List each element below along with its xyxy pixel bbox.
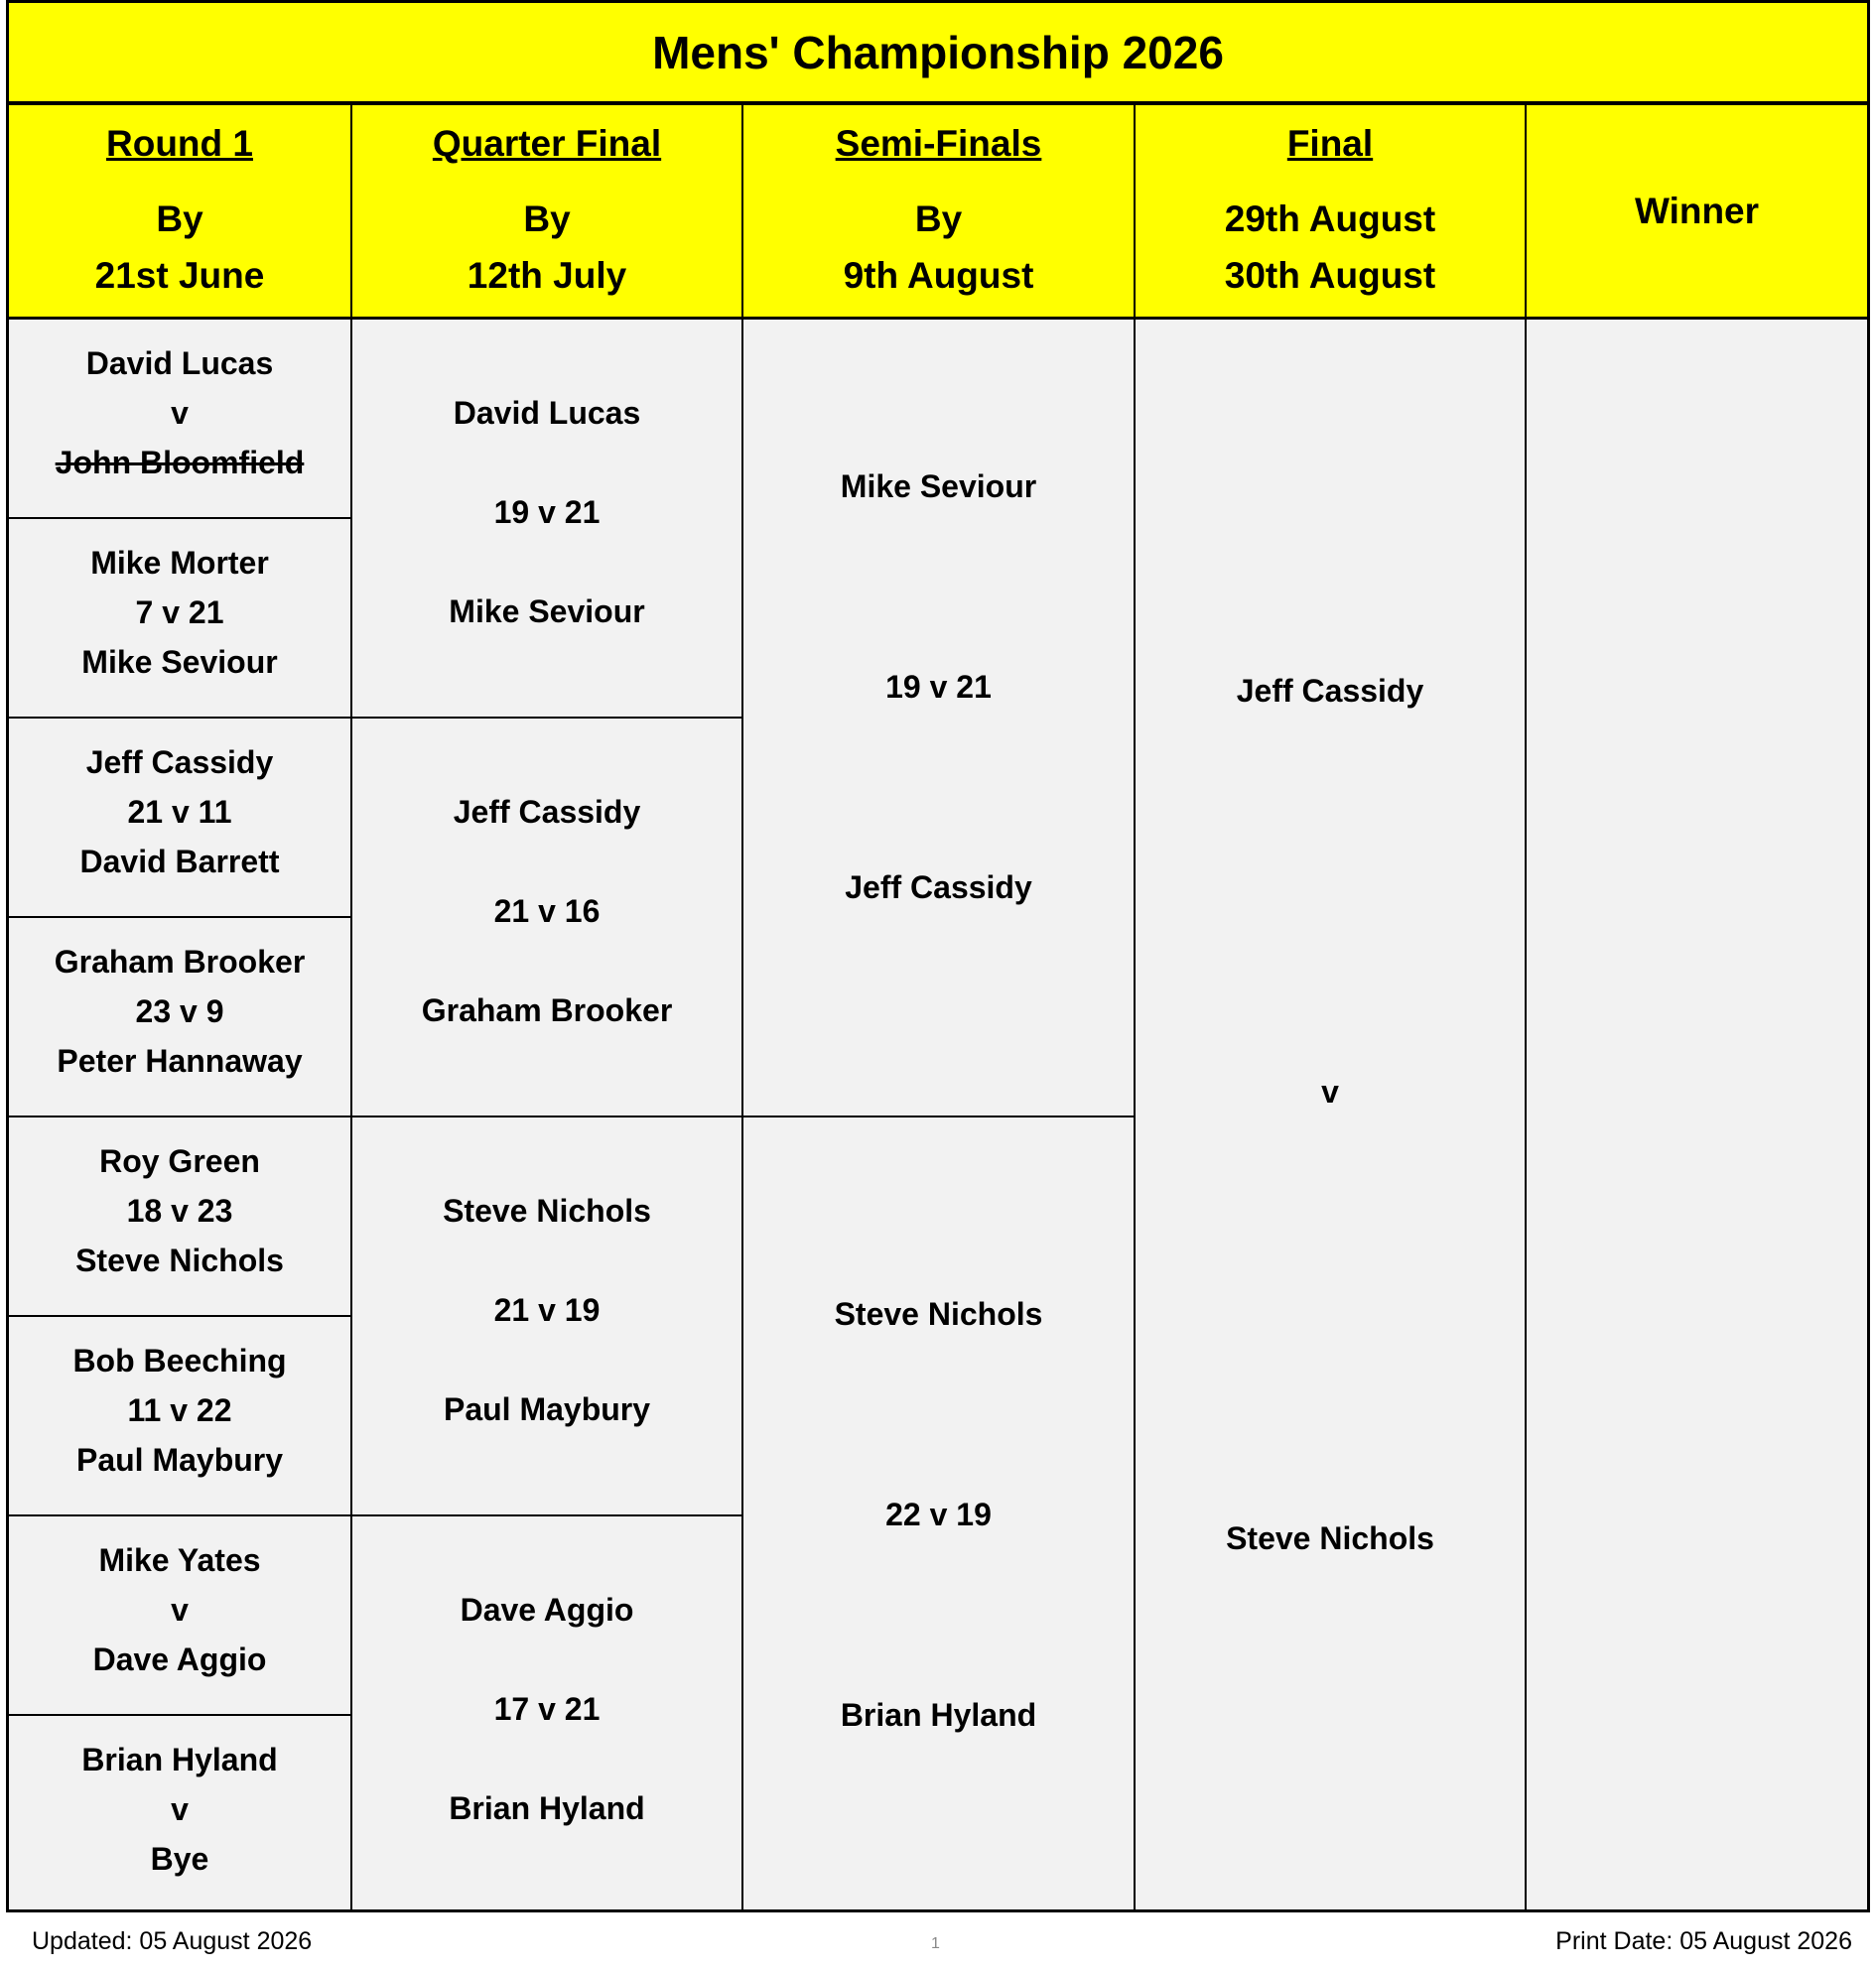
round1-score: 11 v 22 [127,1392,232,1428]
round1-score: 21 v 11 [127,794,232,830]
round1-score: v [171,1791,189,1827]
header-winner-label: Winner [1634,191,1760,231]
semi-score: 22 v 19 [885,1497,992,1532]
header-round1-line1: By [156,198,203,239]
header-semi [743,105,1136,320]
header-final-label: Final [1286,123,1374,164]
header-final-line1: 29th August [1224,198,1436,239]
header-semi-line2: 9th August [843,255,1034,296]
round1-score: v [171,395,189,431]
final-player1: Jeff Cassidy [1236,673,1424,709]
round1-score: v [171,1592,189,1628]
quarter-score: 19 v 21 [493,494,601,530]
header-winner [1527,105,1867,320]
round1-player2: Mike Seviour [81,644,278,680]
round1-player1: Bob Beeching [72,1343,287,1379]
quarter-player1: Jeff Cassidy [453,794,641,830]
round1-player2-struck: John Bloomfield [55,445,305,480]
round1-match [9,1117,352,1317]
quarter-player2: Graham Brooker [421,992,673,1028]
bracket-sheet [6,0,1870,1912]
round1-player1: Mike Morter [90,545,269,581]
round1-player1: David Lucas [85,345,274,381]
round1-player2: Paul Maybury [75,1442,284,1478]
header-round1-line2: 21st June [94,255,265,296]
round1-player2: Peter Hannaway [57,1043,303,1079]
quarter-player1: Dave Aggio [460,1592,634,1628]
semi-score: 19 v 21 [885,669,992,705]
quarter-score: 21 v 19 [493,1292,601,1328]
quarter-score: 21 v 16 [493,893,601,929]
round1-score: 18 v 23 [126,1193,233,1229]
final-match [1136,320,1527,1909]
round1-player1: Graham Brooker [54,944,306,980]
round1-match [9,320,352,519]
header-semi-line1: By [914,198,963,239]
round1-player2: Steve Nichols [75,1243,284,1278]
final-score: v [1321,1074,1339,1110]
quarter-score: 17 v 21 [493,1691,601,1727]
round1-score: 23 v 9 [135,993,224,1029]
final-player2: Steve Nichols [1226,1520,1434,1556]
header-quarter-label: Quarter Final [432,123,662,164]
round1-player1: Jeff Cassidy [85,744,274,780]
semi-player2: Jeff Cassidy [845,869,1032,905]
page-number: 1 [931,1935,940,1952]
semi-match [743,1117,1136,1909]
round1-match [9,519,352,719]
header-final [1136,105,1527,320]
page-title: Mens' Championship 2026 [9,3,1867,105]
round1-match [9,918,352,1117]
winner-cell [1527,320,1867,1909]
round1-match [9,1716,352,1909]
semi-match [743,320,1136,1117]
round1-player1: Mike Yates [98,1542,261,1578]
round1-player2: Bye [150,1841,209,1877]
header-quarter-line1: By [523,198,571,239]
header-quarter [352,105,743,320]
header-round1 [9,105,352,320]
round1-player1: Brian Hyland [81,1742,278,1777]
quarter-match [352,1117,743,1516]
semi-player2: Brian Hyland [840,1697,1037,1733]
round1-match [9,719,352,918]
round1-score: 7 v 21 [135,594,224,630]
quarter-player2: Paul Maybury [443,1391,651,1427]
round1-player1: Roy Green [99,1143,260,1179]
header-quarter-line2: 12th July [467,255,627,296]
print-date: Print Date: 05 August 2026 [1555,1927,1852,1955]
round1-player2: Dave Aggio [92,1642,267,1677]
header-semi-label: Semi-Finals [835,123,1042,164]
header-round1-label: Round 1 [106,123,253,164]
quarter-player1: David Lucas [453,395,641,431]
quarter-player2: Brian Hyland [449,1790,645,1826]
quarter-player2: Mike Seviour [449,593,645,629]
semi-player1: Steve Nichols [834,1296,1043,1332]
quarter-match [352,1516,743,1909]
quarter-match [352,320,743,719]
updated-date: Updated: 05 August 2026 [32,1927,313,1955]
round1-player2: David Barrett [79,844,280,879]
header-final-line2: 30th August [1224,255,1436,296]
round1-match [9,1516,352,1716]
quarter-match [352,719,743,1117]
semi-player1: Mike Seviour [840,468,1037,504]
round1-match [9,1317,352,1516]
quarter-player1: Steve Nichols [443,1193,651,1229]
